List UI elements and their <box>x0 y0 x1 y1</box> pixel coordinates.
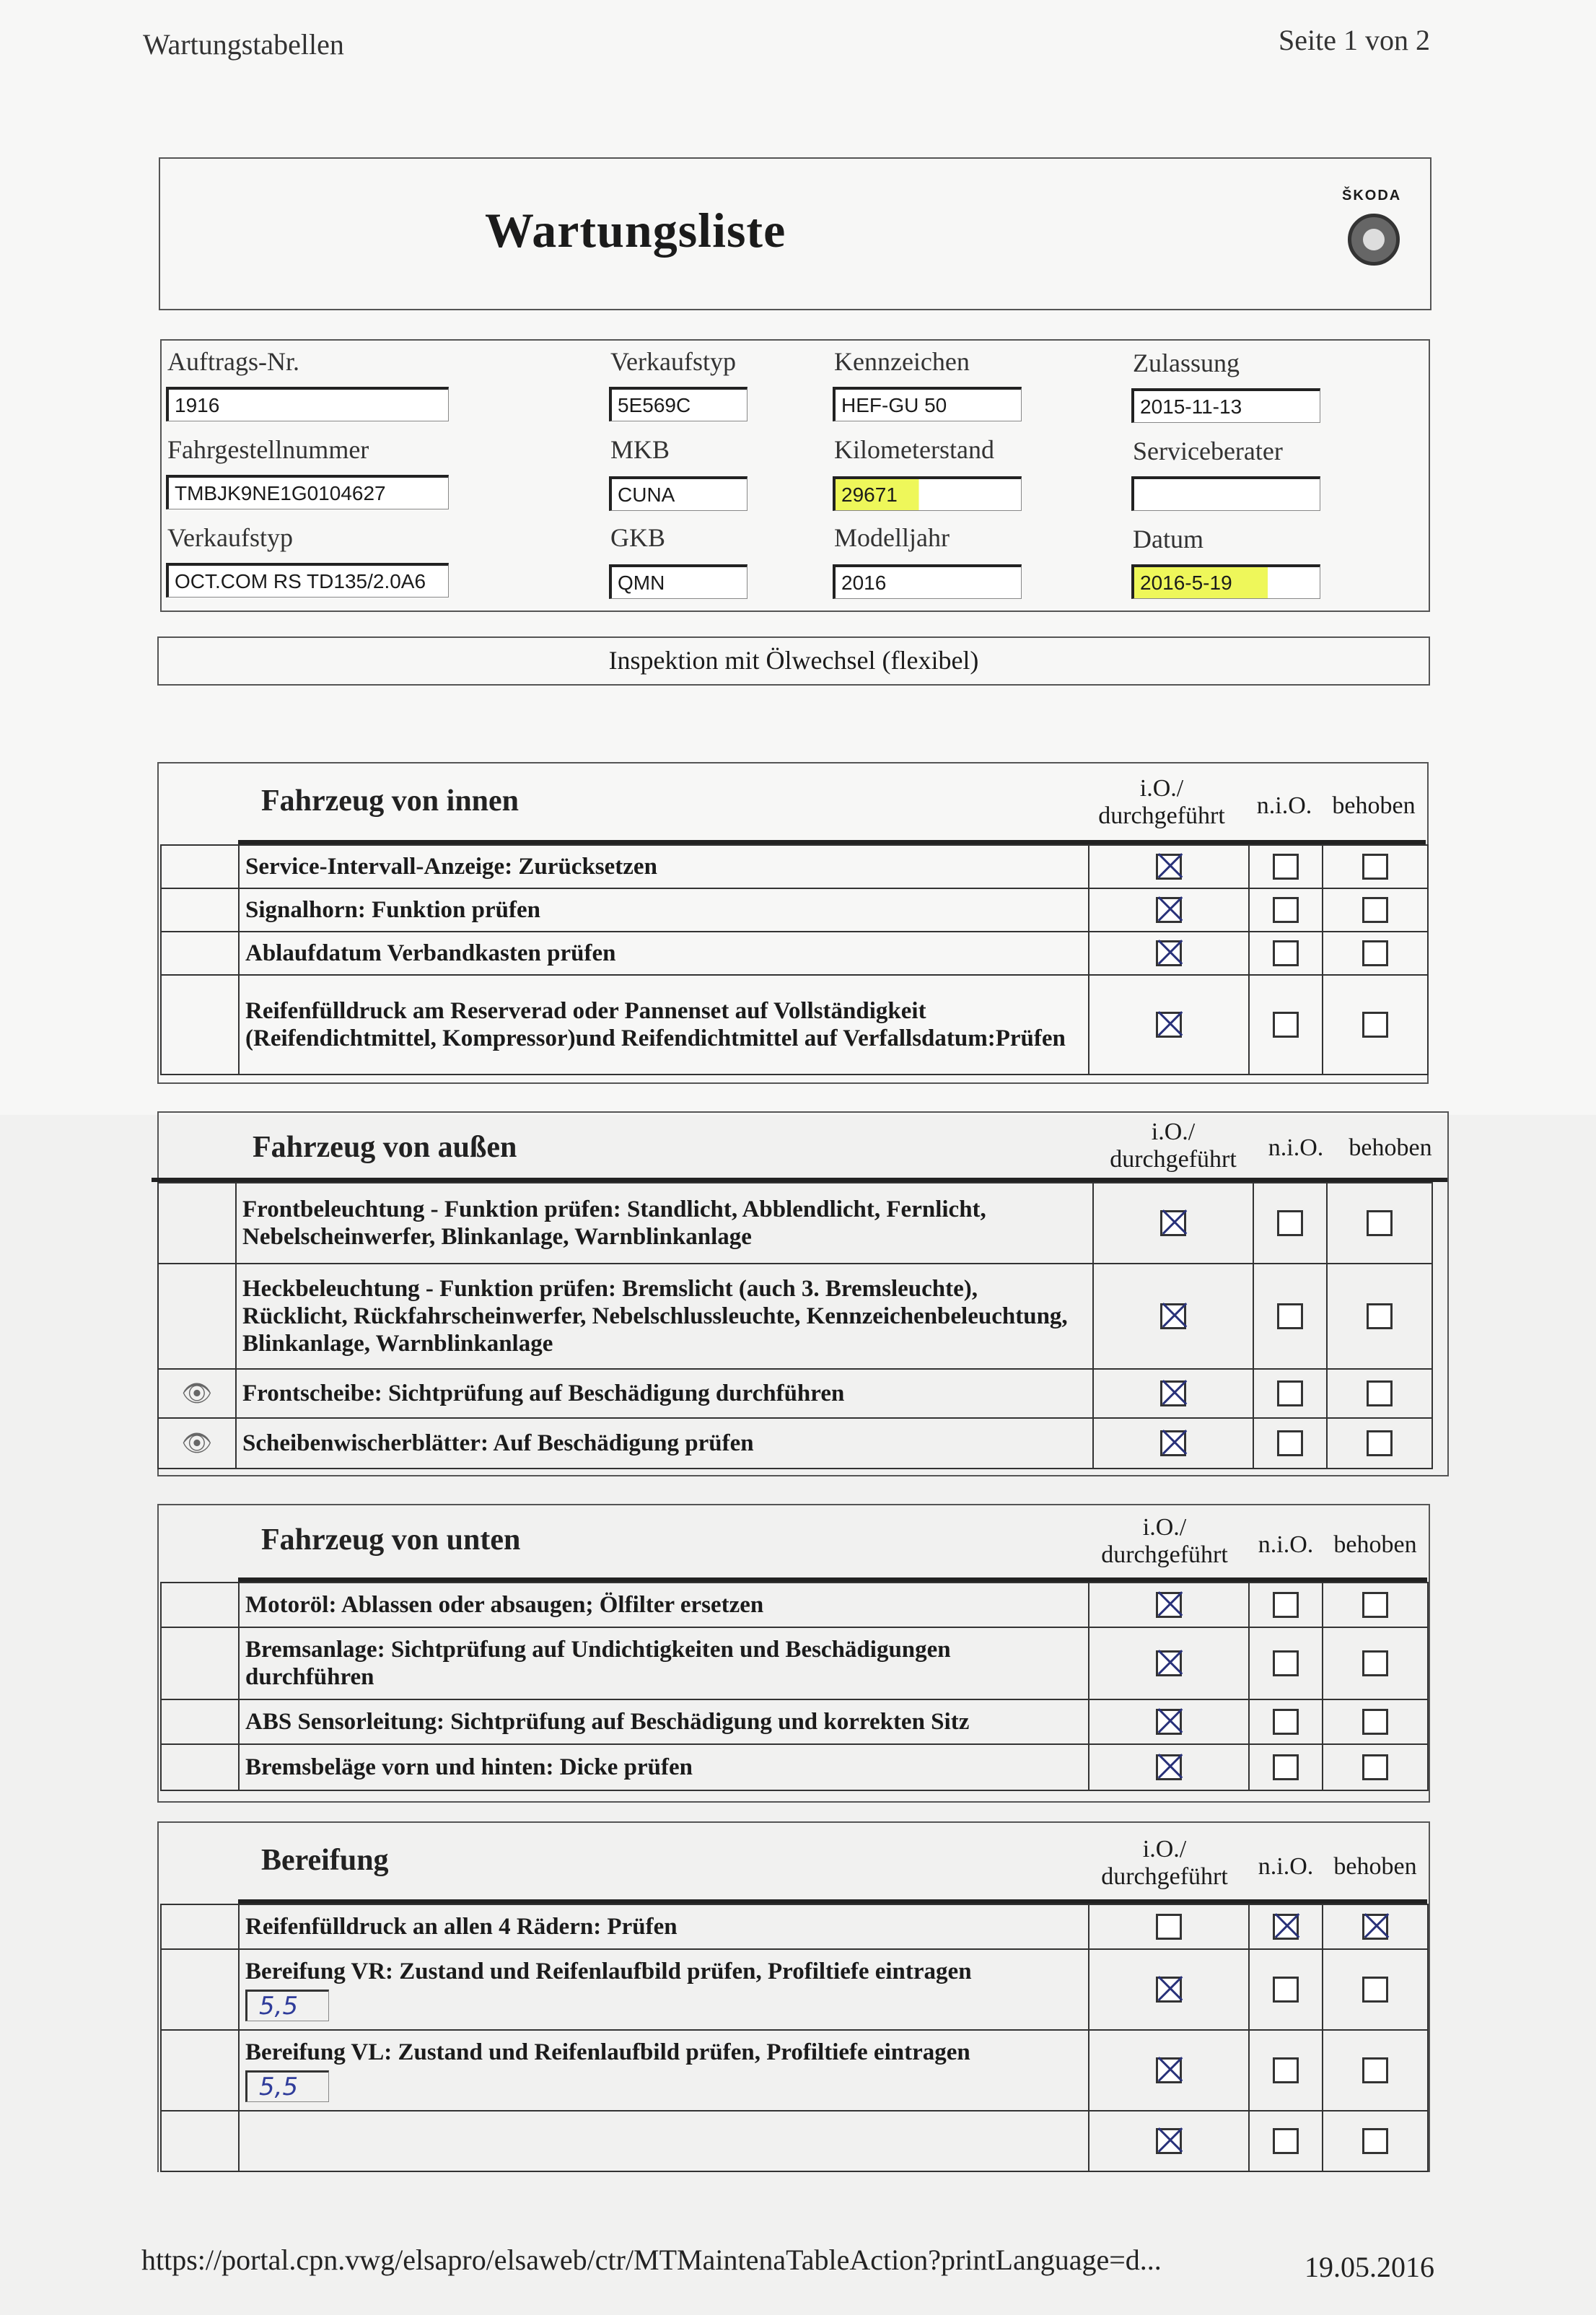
section-bereifung-title: Bereifung <box>261 1844 389 1877</box>
eye-icon: 👁 <box>158 1369 236 1418</box>
vr-depth-field[interactable]: 5,5 <box>245 1990 329 2021</box>
section-bereifung-table <box>160 1904 1429 2172</box>
nio-checkbox[interactable] <box>1273 2128 1299 2154</box>
section-unten-table <box>160 1582 1429 1791</box>
footer-date: 19.05.2016 <box>1305 2251 1434 2283</box>
behoben-checkbox[interactable] <box>1362 1650 1388 1676</box>
service-type-box: Inspektion mit Ölwechsel (flexibel) <box>157 636 1430 686</box>
behoben-checkbox[interactable] <box>1362 1592 1388 1618</box>
row-lead-cell <box>161 1744 239 1790</box>
task-text: Heckbeleuchtung - Funktion prüfen: Bremslicht (auch 3. Bremsleuchte), Rücklicht, Rückfahrscheinwerfer, Nebelschlussleuchte, Kennzeichenbeleuchtung, Blinkanlage, Warnblinkanlage <box>236 1264 1093 1369</box>
task-text: Motoröl: Ablassen oder absaugen; Ölfilter ersetzen <box>239 1583 1089 1627</box>
nio-checkbox[interactable] <box>1277 1380 1303 1406</box>
io-checkbox[interactable] <box>1156 1914 1182 1940</box>
nio-checkbox[interactable] <box>1273 1754 1299 1780</box>
task-text: Bremsanlage: Sichtprüfung auf Undichtigkeiten und Beschädigungen durchführen <box>239 1627 1089 1699</box>
section-unten-title: Fahrzeug von unten <box>261 1523 521 1557</box>
table-row <box>161 1949 1428 2030</box>
modelljahr-label: Modelljahr <box>834 523 950 552</box>
behoben-checkbox[interactable] <box>1362 897 1388 923</box>
nio-checkbox[interactable] <box>1277 1430 1303 1456</box>
serviceberater-field[interactable] <box>1131 476 1320 511</box>
task-cell <box>239 2030 1089 2111</box>
io-checkbox[interactable] <box>1156 1012 1182 1038</box>
task-text: Signalhorn: Funktion prüfen <box>239 888 1089 932</box>
verkaufstyp-label: Verkaufstyp <box>610 347 736 376</box>
task-text: Bremsbeläge vorn und hinten: Dicke prüfen <box>239 1744 1089 1790</box>
io-checkbox[interactable] <box>1156 1592 1182 1618</box>
row-lead-cell <box>161 1583 239 1627</box>
col-behoben-header: behoben <box>1332 792 1416 819</box>
col-nio-header: n.i.O. <box>1258 1853 1314 1880</box>
section-aussen-title: Fahrzeug von außen <box>253 1131 517 1164</box>
row-lead-cell <box>158 1183 236 1264</box>
kilometerstand-label: Kilometerstand <box>834 435 994 464</box>
task-text: ABS Sensorleitung: Sichtprüfung auf Beschädigung und korrekten Sitz <box>239 1699 1089 1744</box>
footer-url: https://portal.cpn.vwg/elsapro/elsaweb/ctr/MTMaintenaTableAction?printLanguage=d... <box>141 2244 1162 2276</box>
task-text: Scheibenwischerblätter: Auf Beschädigung prüfen <box>236 1418 1093 1469</box>
table-row <box>161 888 1428 932</box>
row-lead-cell <box>158 1264 236 1369</box>
row-lead-cell <box>161 1699 239 1744</box>
nio-checkbox[interactable] <box>1273 1012 1299 1038</box>
behoben-checkbox[interactable] <box>1362 1754 1388 1780</box>
table-row <box>161 975 1428 1075</box>
col-nio-header: n.i.O. <box>1258 1531 1314 1558</box>
mkb-label: MKB <box>610 435 670 464</box>
table-row <box>161 932 1428 975</box>
row-lead-cell <box>161 1949 239 2030</box>
nio-checkbox[interactable] <box>1273 1650 1299 1676</box>
io-checkbox[interactable] <box>1156 1650 1182 1676</box>
col-io-header: i.O./ durchgeführt <box>1101 1514 1228 1568</box>
io-checkbox[interactable] <box>1156 1977 1182 2003</box>
row-lead-cell <box>161 2030 239 2111</box>
table-row <box>161 2030 1428 2111</box>
verkaufstyp2-label: Verkaufstyp <box>167 523 293 552</box>
table-row <box>161 845 1428 888</box>
col-behoben-header: behoben <box>1349 1134 1432 1161</box>
zulassung-field[interactable]: 2015-11-13 <box>1131 388 1320 423</box>
row-lead-cell <box>161 1904 239 1949</box>
task-text: Ablaufdatum Verbandkasten prüfen <box>239 932 1089 975</box>
behoben-checkbox[interactable] <box>1362 1012 1388 1038</box>
nio-checkbox[interactable] <box>1277 1303 1303 1329</box>
mkb-field[interactable]: CUNA <box>609 476 747 511</box>
behoben-checkbox[interactable] <box>1362 1709 1388 1735</box>
io-checkbox[interactable] <box>1156 897 1182 923</box>
nio-checkbox[interactable] <box>1273 1709 1299 1735</box>
task-text: Frontscheibe: Sichtprüfung auf Beschädigung durchführen <box>236 1369 1093 1418</box>
col-behoben-header: behoben <box>1333 1531 1417 1558</box>
behoben-checkbox[interactable] <box>1367 1303 1393 1329</box>
nio-checkbox[interactable] <box>1273 897 1299 923</box>
gkb-label: GKB <box>610 523 666 552</box>
task-text: Frontbeleuchtung - Funktion prüfen: Standlicht, Abblendlicht, Fernlicht, Nebelscheinwerfer, Blinkanlage, Warnblinkanlage <box>236 1183 1093 1264</box>
io-checkbox[interactable] <box>1160 1303 1186 1329</box>
datum-field[interactable]: 2016-5-19 <box>1131 564 1320 599</box>
brand-name: ŠKODA <box>1342 188 1402 204</box>
table-row <box>161 1744 1428 1790</box>
task-text: Service-Intervall-Anzeige: Zurücksetzen <box>239 845 1089 888</box>
table-row <box>161 1904 1428 1949</box>
table-row <box>158 1183 1432 1264</box>
table-row <box>158 1369 1432 1418</box>
page-number: Seite 1 von 2 <box>1279 24 1430 56</box>
fahrgestell-label: Fahrgestellnummer <box>167 435 369 464</box>
io-checkbox[interactable] <box>1160 1210 1186 1236</box>
nio-checkbox[interactable] <box>1273 1592 1299 1618</box>
task-text <box>239 2111 1089 2171</box>
nio-checkbox[interactable] <box>1273 940 1299 966</box>
verkaufstyp-field[interactable]: 5E569C <box>609 387 747 421</box>
io-checkbox[interactable] <box>1156 1709 1182 1735</box>
table-row <box>158 1418 1432 1469</box>
nio-checkbox[interactable] <box>1273 2057 1299 2083</box>
row-lead-cell <box>161 2111 239 2171</box>
skoda-logo-icon <box>1348 214 1400 266</box>
header-left-text: Wartungstabellen <box>143 28 344 61</box>
kilometerstand-field[interactable]: 29671 <box>833 476 1022 511</box>
col-behoben-header: behoben <box>1333 1853 1417 1880</box>
nio-checkbox[interactable] <box>1277 1210 1303 1236</box>
io-checkbox[interactable] <box>1156 2128 1182 2154</box>
section-aussen-table <box>157 1182 1433 1469</box>
eye-icon: 👁 <box>158 1418 236 1469</box>
serviceberater-label: Serviceberater <box>1133 437 1283 465</box>
col-nio-header: n.i.O. <box>1256 792 1312 819</box>
table-row <box>161 2111 1428 2171</box>
task-text: Reifenfülldruck am Reserverad oder Pannenset auf Vollständigkeit (Reifendichtmittel, Kompressor)und Reifendichtmittel auf Verfallsdatum:Prüfen <box>239 975 1089 1075</box>
datum-label: Datum <box>1133 525 1203 553</box>
col-io-header: i.O./ durchgeführt <box>1101 1836 1228 1890</box>
row-lead-cell <box>161 975 239 1075</box>
task-text: Bereifung VR: Zustand und Reifenlaufbild prüfen, Profiltiefe eintragen <box>245 1959 972 1984</box>
nio-checkbox[interactable] <box>1273 854 1299 880</box>
gkb-field[interactable]: QMN <box>609 564 747 599</box>
behoben-checkbox[interactable] <box>1362 854 1388 880</box>
col-io-header: i.O./ durchgeführt <box>1098 775 1225 829</box>
kennzeichen-field[interactable]: HEF-GU 50 <box>833 387 1022 421</box>
table-row <box>161 1627 1428 1699</box>
io-checkbox[interactable] <box>1156 854 1182 880</box>
behoben-checkbox[interactable] <box>1367 1380 1393 1406</box>
page-title: Wartungsliste <box>485 203 786 258</box>
table-row <box>161 1699 1428 1744</box>
task-cell <box>239 1949 1089 2030</box>
io-checkbox[interactable] <box>1160 1380 1186 1406</box>
nio-checkbox[interactable] <box>1273 1914 1299 1940</box>
verkaufstyp2-field[interactable]: OCT.COM RS TD135/2.0A6 <box>166 563 449 598</box>
row-lead-cell <box>161 845 239 888</box>
io-checkbox[interactable] <box>1160 1430 1186 1456</box>
table-row <box>158 1264 1432 1369</box>
task-text: Bereifung VL: Zustand und Reifenlaufbild prüfen, Profiltiefe eintragen <box>245 2039 970 2065</box>
behoben-checkbox[interactable] <box>1362 1977 1388 2003</box>
io-checkbox[interactable] <box>1156 1754 1182 1780</box>
behoben-checkbox[interactable] <box>1362 940 1388 966</box>
nio-checkbox[interactable] <box>1273 1977 1299 2003</box>
col-io-header: i.O./ durchgeführt <box>1110 1119 1237 1173</box>
title-box <box>159 157 1431 310</box>
io-checkbox[interactable] <box>1156 940 1182 966</box>
fahrgestell-field[interactable]: TMBJK9NE1G0104627 <box>166 475 449 509</box>
vl-depth-field[interactable]: 5,5 <box>245 2070 329 2102</box>
section-innen-title: Fahrzeug von innen <box>261 784 519 818</box>
io-checkbox[interactable] <box>1156 2057 1182 2083</box>
row-lead-cell <box>161 932 239 975</box>
task-text: Reifenfülldruck an allen 4 Rädern: Prüfen <box>239 1904 1089 1949</box>
behoben-checkbox[interactable] <box>1362 2128 1388 2154</box>
behoben-checkbox[interactable] <box>1367 1430 1393 1456</box>
kennzeichen-label: Kennzeichen <box>834 347 970 376</box>
behoben-checkbox[interactable] <box>1362 2057 1388 2083</box>
table-row <box>161 1583 1428 1627</box>
section-innen-table <box>160 844 1429 1075</box>
row-lead-cell <box>161 1627 239 1699</box>
modelljahr-field[interactable]: 2016 <box>833 564 1022 599</box>
behoben-checkbox[interactable] <box>1362 1914 1388 1940</box>
zulassung-label: Zulassung <box>1133 349 1240 377</box>
auftrags-nr-label: Auftrags-Nr. <box>167 347 299 376</box>
col-nio-header: n.i.O. <box>1268 1134 1324 1161</box>
auftrags-nr-field[interactable]: 1916 <box>166 387 449 421</box>
behoben-checkbox[interactable] <box>1367 1210 1393 1236</box>
row-lead-cell <box>161 888 239 932</box>
